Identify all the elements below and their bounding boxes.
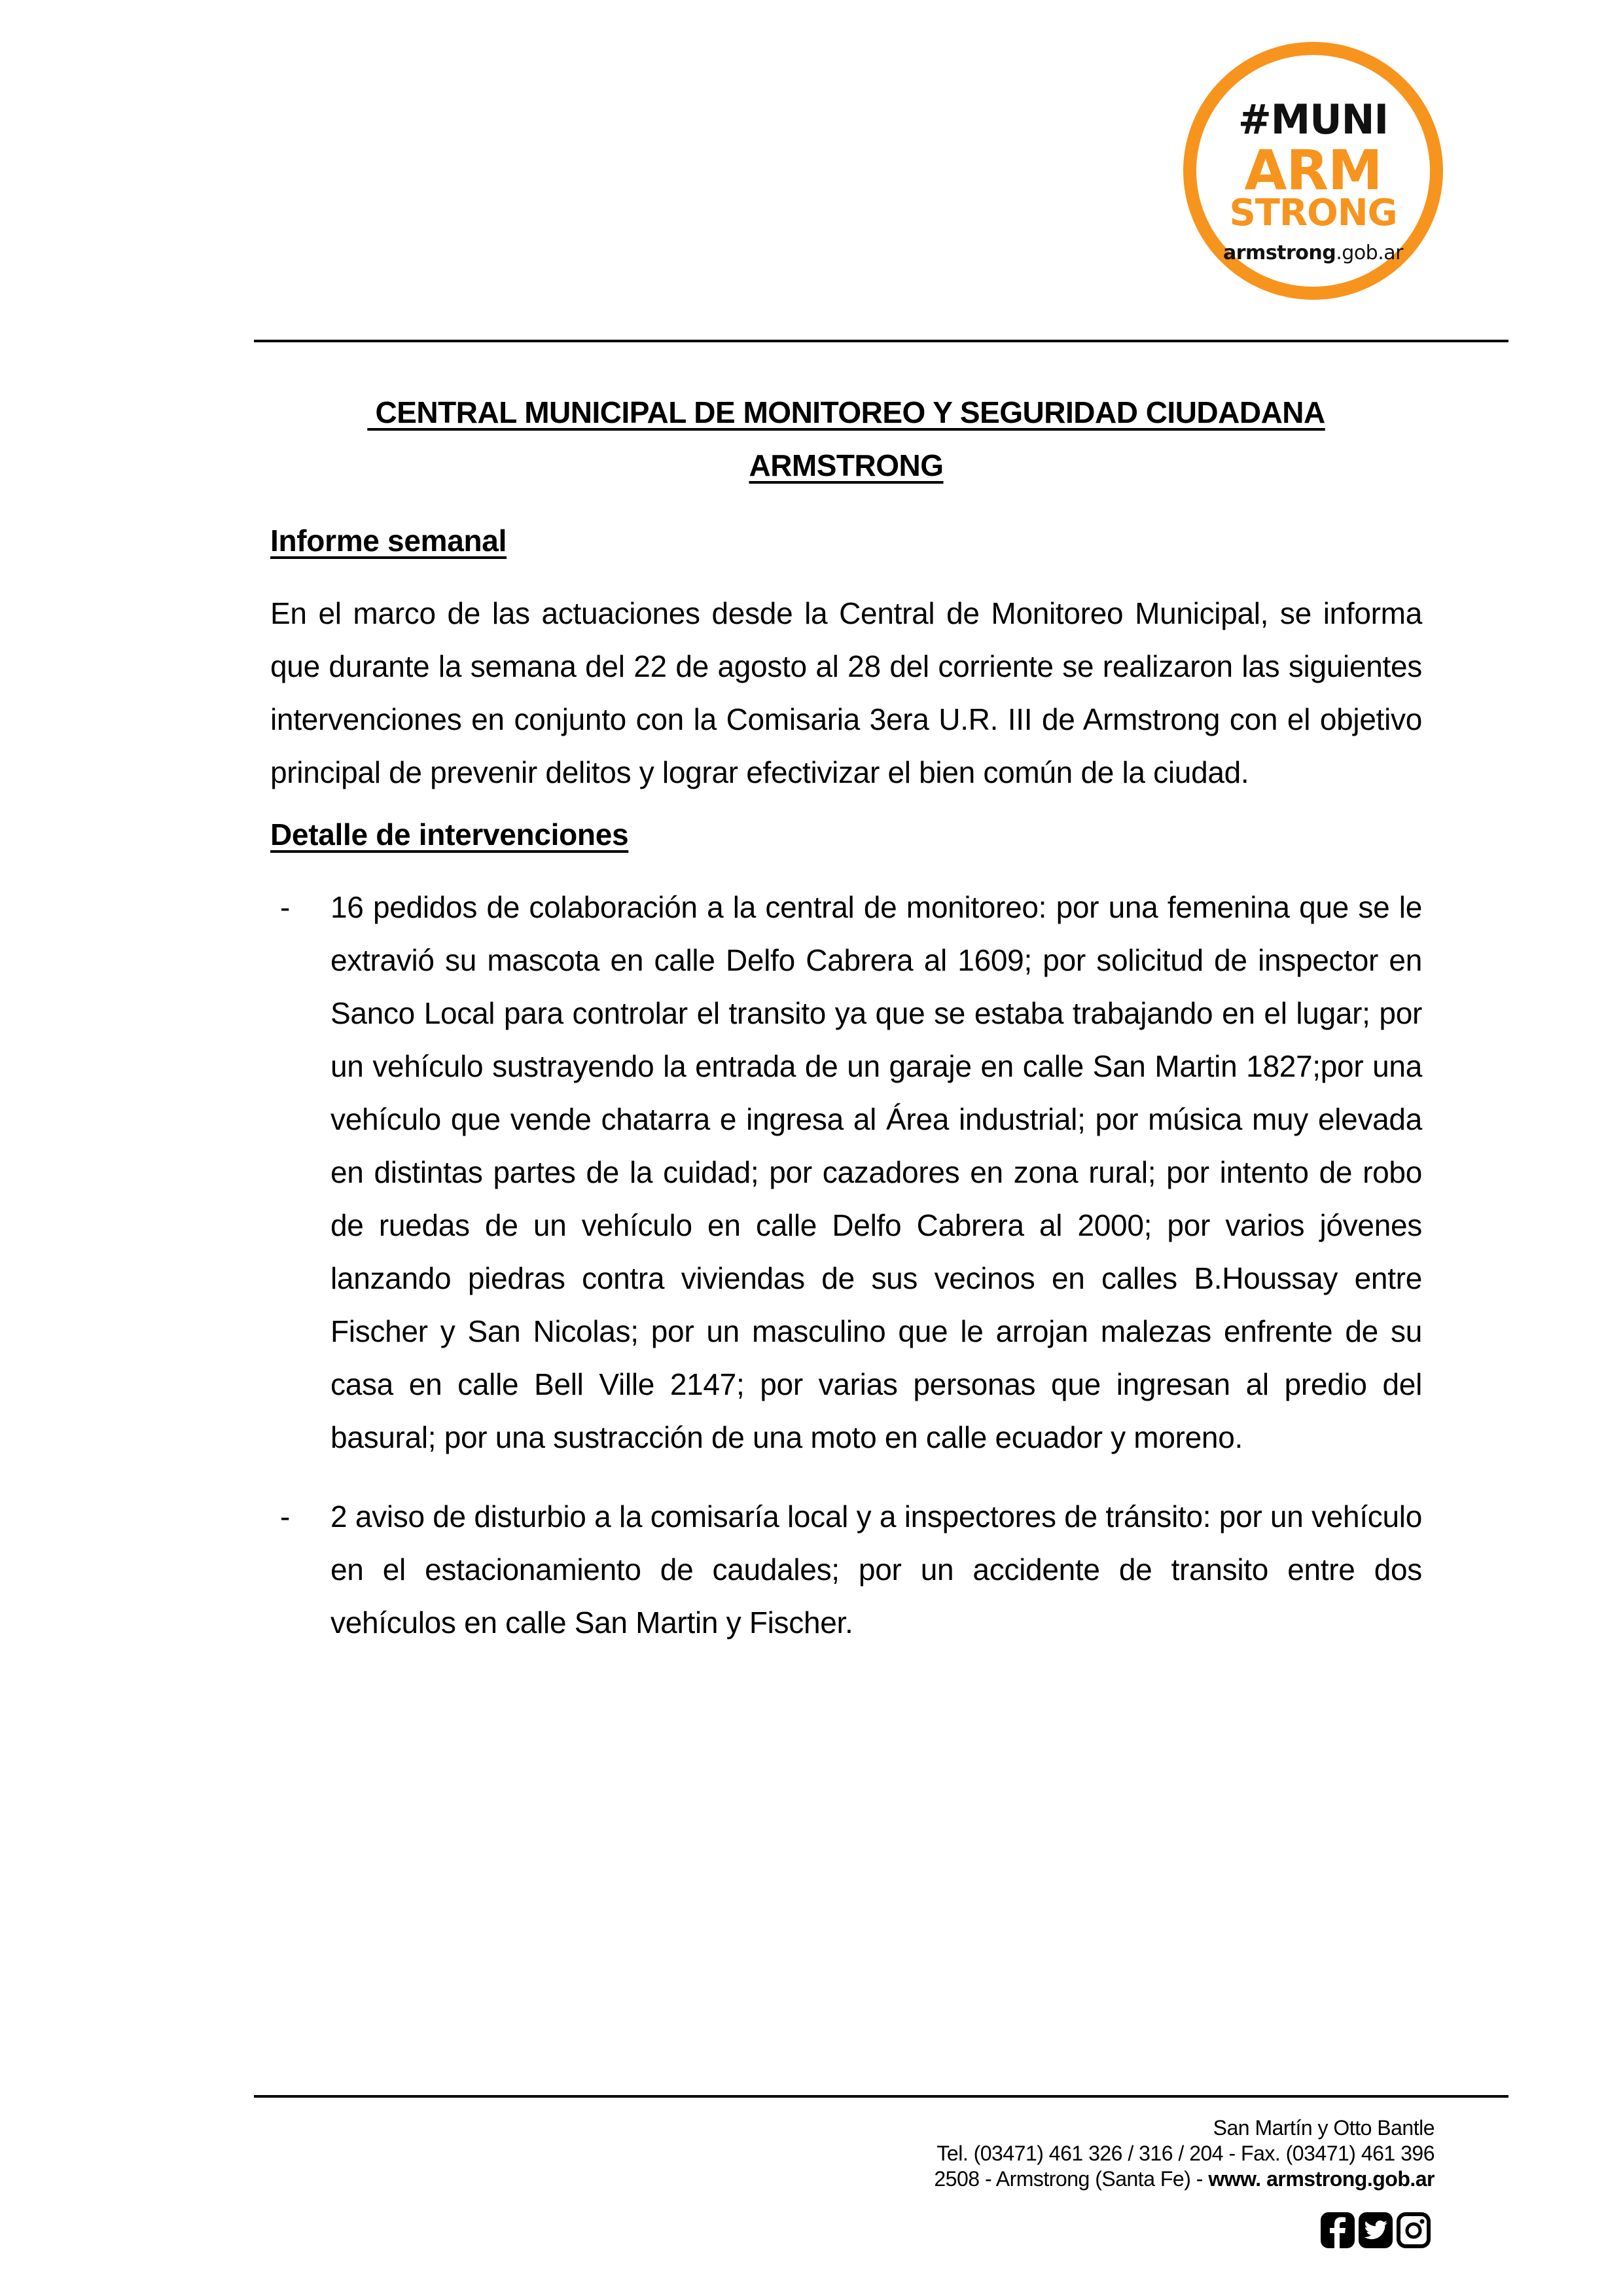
footer-website-link[interactable]: www. armstrong.gob.ar [1208, 2167, 1435, 2191]
list-bullet: - [280, 1499, 291, 1534]
footer-contact [934, 2115, 1435, 2192]
logo-arm: ARM [1244, 138, 1382, 202]
title-line-2: ARMSTRONG [749, 448, 944, 482]
title-line-1: CENTRAL MUNICIPAL DE MONITOREO Y SEGURIDAD CIUDADANA [367, 395, 1325, 429]
interventions-list [270, 881, 1422, 1649]
logo-strong: STRONG [1229, 192, 1397, 234]
footer-address: San Martín y Otto Bantle [1213, 2116, 1435, 2140]
instagram-icon[interactable] [1397, 2212, 1431, 2248]
facebook-icon[interactable] [1321, 2212, 1355, 2248]
footer-phones: Tel. (03471) 461 326 / 316 / 204 - Fax. (03471) 461 396 [936, 2142, 1435, 2165]
social-links [1321, 2212, 1431, 2248]
twitter-icon[interactable] [1359, 2212, 1393, 2248]
list-bullet: - [280, 890, 291, 924]
footer-city-web [934, 2166, 1435, 2192]
header-divider [254, 340, 1508, 342]
footer-city: 2508 - Armstrong (Santa Fe) - [934, 2167, 1209, 2191]
document-title [270, 386, 1422, 492]
document-body [270, 386, 1422, 1676]
list-item-text: 2 aviso de disturbio a la comisaría local y a inspectores de tránsito: por un vehículo en el estacionamiento de caudales; por un accidente de transito entre dos vehículos en calle San Martin y Fischer. [330, 1499, 1422, 1640]
list-item [270, 881, 1422, 1464]
list-item [270, 1490, 1422, 1649]
logo-url [1196, 243, 1430, 263]
section-heading-detalle: Detalle de intervenciones [270, 817, 629, 852]
logo-url-rest: .gob.ar [1336, 242, 1403, 264]
logo-url-bold: armstrong [1223, 242, 1336, 264]
logo-hashtag-muni: #MUNI [1238, 96, 1389, 143]
municipality-logo [1183, 42, 1443, 300]
list-item-text: 16 pedidos de colaboración a la central de monitoreo: por una femenina que se le extravió su mascota en calle Delfo Cabrera al 1609; por solicitud de inspector en Sanco Local para controlar el transito ya que se estaba trabajando en el lugar; por un vehículo sustrayendo la entrada de un garaje en calle San Martin 1827;por una vehículo que vende chatarra e ingresa al Área industrial; por música muy elevada en distintas partes de la cuidad; por cazadores en zona rural; por intento de robo de ruedas de un vehículo en calle Delfo Cabrera al 2000; por varios jóvenes lanzando piedras contra viviendas de sus vecinos en calles B.Houssay entre Fischer y San Nicolas; por un masculino que le arrojan malezas enfrente de su casa en calle Bell Ville 2147; por varias personas que ingresan al predio del basural; por una sustracción de una moto en calle ecuador y moreno. [330, 890, 1422, 1454]
intro-paragraph: En el marco de las actuaciones desde la Central de Monitoreo Municipal, se informa que durante la semana del 22 de agosto al 28 del corriente se realizaron las siguientes intervenciones en conjunto con la Comisaria 3era U.R. III de Armstrong con el objetivo principal de prevenir delitos y lograr efectivizar el bien común de la ciudad. [270, 596, 1422, 789]
footer-divider [254, 2095, 1508, 2098]
section-heading-informe-semanal: Informe semanal [270, 524, 507, 558]
